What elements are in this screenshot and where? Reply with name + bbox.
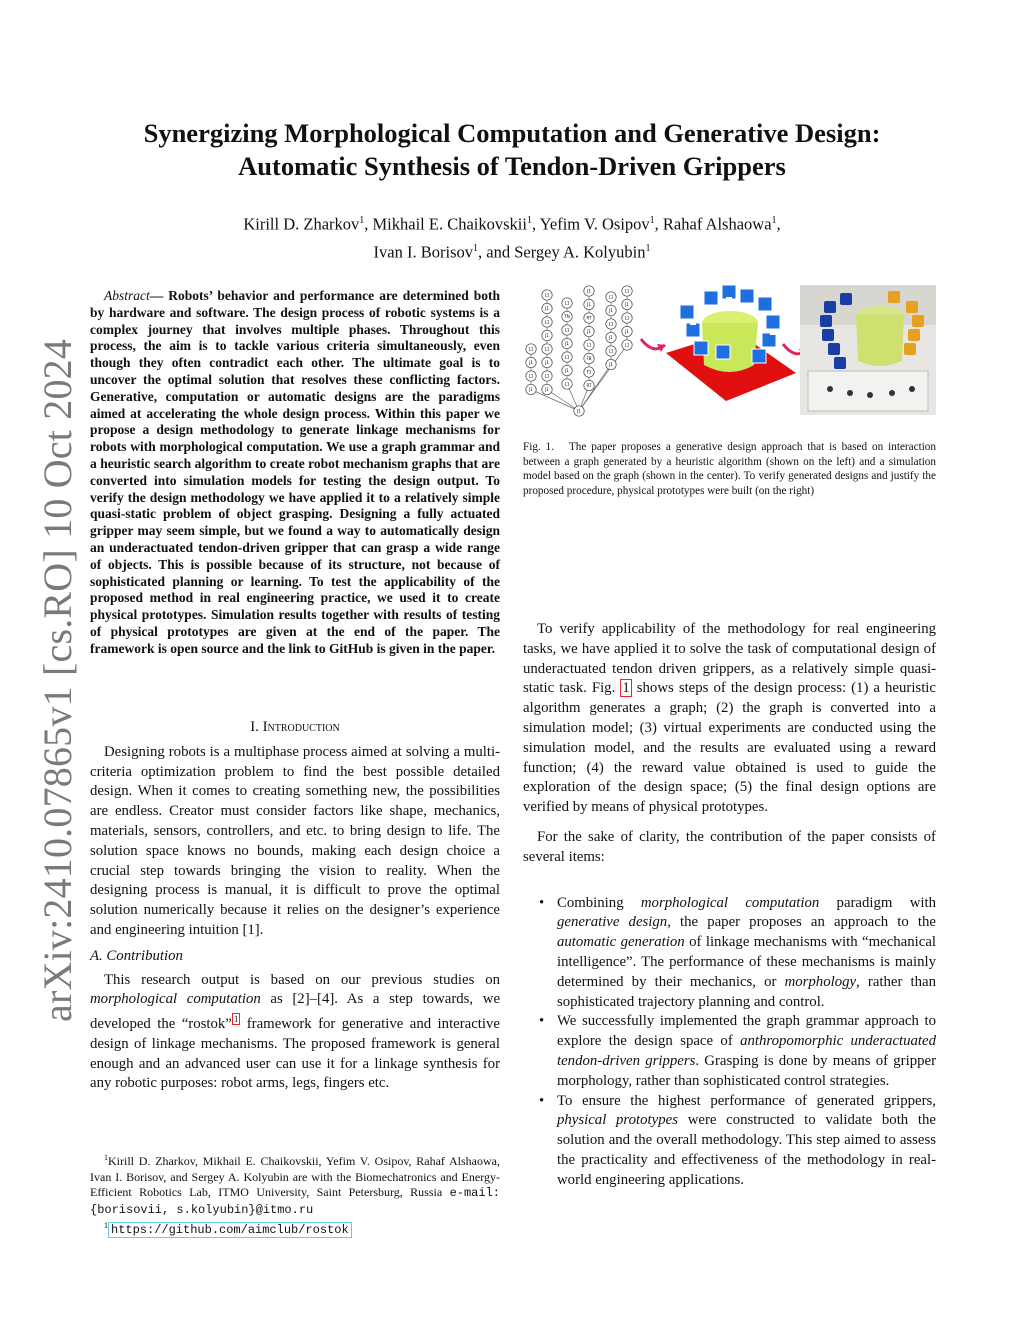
abstract-label: Abstract xyxy=(104,288,150,303)
left-column xyxy=(90,718,500,1094)
svg-text:F1: F1 xyxy=(586,369,592,375)
caption-text: The paper proposes a generative design approach that is based on interaction between a graph generated by a heuristic algorithm (shown on the left) and a simulation model based on the graph (shown in the center). To verify generated designs and justify the proposed procedure, physical prototypes were built (on the right) xyxy=(523,441,936,497)
svg-text:L1: L1 xyxy=(608,294,614,300)
graph-node xyxy=(562,365,572,375)
svg-text:L1: L1 xyxy=(624,288,630,294)
graph-node xyxy=(526,371,536,381)
graph-node xyxy=(562,379,572,389)
graph-node xyxy=(562,325,572,335)
graph-node xyxy=(542,384,552,394)
graph-node xyxy=(584,353,594,363)
authors-line-2: Ivan I. Borisov$^1$, and Sergey A. Kolyubin$^1$ xyxy=(373,242,651,261)
svg-text:J1: J1 xyxy=(587,288,591,294)
svg-text:J1: J1 xyxy=(529,387,533,393)
right-column xyxy=(523,620,936,1191)
svg-text:J1: J1 xyxy=(529,360,533,366)
subsection-heading-contribution: A. Contribution xyxy=(90,947,183,964)
svg-text:L1: L1 xyxy=(624,342,630,348)
affiliation-mark: 1 xyxy=(526,215,532,226)
graph-node xyxy=(526,357,536,367)
graph-node xyxy=(526,384,536,394)
graph-node xyxy=(622,313,632,323)
title-line-2: Automatic Synthesis of Tendon-Driven Grippers xyxy=(238,151,786,181)
author-name: Kirill D. Zharkov xyxy=(243,214,360,234)
svg-text:L1: L1 xyxy=(564,327,570,333)
title-line-1: Synergizing Morphological Computation and Generative Design: xyxy=(143,118,881,148)
svg-text:FB: FB xyxy=(586,356,592,362)
graph-node xyxy=(606,319,616,329)
contribution-paragraph: This research output is based on our previous studies on morphological computation as [2]–[4]. As a step towards, we developed the “rostok” $^1$ framework for generative and interactive design of linkage mechanisms. The proposed framework is general enough and an advanced user can use it for a linkage synthesis for any robotic purposes: robot arms, legs, fingers etc. xyxy=(90,971,501,1092)
graph-node xyxy=(622,326,632,336)
graph-node xyxy=(542,357,552,367)
graph-node xyxy=(606,332,616,342)
graph-node xyxy=(584,380,594,390)
svg-text:TN: TN xyxy=(564,314,570,320)
svg-text:J1: J1 xyxy=(565,368,569,374)
graph-node xyxy=(584,299,594,309)
svg-text:L1: L1 xyxy=(608,321,614,327)
graph-node xyxy=(622,286,632,296)
graph-node xyxy=(606,292,616,302)
svg-text:L1: L1 xyxy=(564,300,570,306)
svg-text:L1: L1 xyxy=(564,381,570,387)
contribution-item-1: • Combining morphological computation paradigm with generative design, the paper proposes an approach to the automatic generation of linkage mechanisms with “mechanical intelligence”. The performance of these mechanisms is mainly determined by their mechanics, or morphology, rather than sophisticated trajectory planning and control. xyxy=(557,894,936,1013)
svg-text:J1: J1 xyxy=(609,335,613,341)
affiliation-mark: 1 xyxy=(645,242,651,254)
arxiv-identifier: arXiv:2410.07865v1 [cs.RO] 10 Oct 2024 xyxy=(35,338,80,1022)
contributions-intro-paragraph: For the sake of clarity, the contribution of the paper consists of several items: xyxy=(523,828,936,865)
graph-node xyxy=(574,406,584,416)
svg-text:J1: J1 xyxy=(625,329,629,335)
svg-text:L1: L1 xyxy=(544,319,550,325)
graph-node xyxy=(542,330,552,340)
svg-text:J1: J1 xyxy=(587,329,591,335)
author-name: Rahaf Alshaowa xyxy=(662,214,772,234)
svg-text:J1: J1 xyxy=(609,308,613,314)
methodology-paragraph: To verify applicability of the methodology for real engineering tasks, we have applied it to solve the task of computational design of underactuated tendon driven grippers, as a relatively simple quasi-static task. Fig. 1 shows steps of the design process: (1) a heuristic algorithm generates a graph; (2) the graph is converted into a simulation model; (3) virtual experiments are conducted using the simulation model, and the results are evaluated using a reward function; (4) the reward value obtained is used to guide the exploration of the design space; (5) the final design options are verified by means of physical prototypes. xyxy=(523,621,936,816)
graph-node xyxy=(584,367,594,377)
footnote-ref-1[interactable]: 1 xyxy=(233,1014,239,1025)
physical-prototype-photo xyxy=(800,285,936,415)
svg-text:RT: RT xyxy=(586,315,592,321)
svg-text:J1: J1 xyxy=(545,360,549,366)
arrow-icon xyxy=(639,333,669,363)
svg-text:J1: J1 xyxy=(609,362,613,368)
section-heading-introduction: I. Introduction xyxy=(250,719,340,735)
paper-title xyxy=(60,117,964,183)
svg-text:RT: RT xyxy=(586,383,592,389)
svg-text:L1: L1 xyxy=(564,354,570,360)
affiliation-mark: 1 xyxy=(473,242,478,254)
github-link[interactable]: https://github.com/aimclub/rostok xyxy=(108,1222,352,1238)
authors-line-1: Kirill D. Zharkov$^1$, Mikhail E. Chaikovskii$^1$, Yefim V. Osipov$^1$, Rahaf Alshaowa$^1$, xyxy=(243,214,781,234)
svg-text:L1: L1 xyxy=(544,346,550,352)
svg-text:J1: J1 xyxy=(577,408,581,414)
intro-paragraph: Designing robots is a multiphase process aimed at solving a multi-criteria optimization problem to find the best possible detailed design. When it comes to creating something new, the possibilities are endless. Creator must consider factors like shape, mechanics, materials, sensors, controllers, and etc. to bring design to life. The solution space knows no bounds, making each design choice a crucial step towards bringing the vision to reality. When the designing process is manual, it is difficult to prove the optimal solution numerically because it relies on the designer’s experience and engineering intuition [1]. xyxy=(90,743,500,938)
svg-text:L1: L1 xyxy=(544,292,550,298)
graph-node xyxy=(584,340,594,350)
contributions-list xyxy=(523,894,936,1191)
author-name: Sergey A. Kolyubin xyxy=(514,242,646,261)
graph-node xyxy=(542,303,552,313)
graph-node xyxy=(562,338,572,348)
graph-node xyxy=(542,290,552,300)
graph-node xyxy=(622,340,632,350)
figure-ref-1[interactable]: 1 xyxy=(622,680,630,697)
figure-1-caption xyxy=(523,440,936,498)
email-address: e-mail: {borisovii, s.kolyubin}@itmo.ru xyxy=(90,1186,500,1217)
graph-node xyxy=(562,298,572,308)
graph-node xyxy=(584,326,594,336)
simulation-model xyxy=(666,283,796,423)
affiliation-mark: 1 xyxy=(359,215,365,226)
svg-text:J1: J1 xyxy=(565,341,569,347)
contribution-item-3: • To ensure the highest performance of generated grippers, physical prototypes were constructed to validate both the solution and the overall methodology. This step aimed to assess the practicality and effectiveness of the methodology in real-world engineering applications. xyxy=(557,1092,936,1191)
svg-text:L1: L1 xyxy=(586,342,592,348)
svg-text:L1: L1 xyxy=(528,346,534,352)
contribution-item-2: • We successfully implemented the graph grammar approach to explore the design space of anthropomorphic underactuated tendon-driven grippers. Grasping is done by means of gripper morphology, rather than sophisticated control strategies. xyxy=(557,1012,936,1091)
svg-text:L1: L1 xyxy=(624,315,630,321)
graph-node xyxy=(562,311,572,321)
graph-node xyxy=(606,346,616,356)
graph-node xyxy=(606,305,616,315)
affiliation-mark: 1 xyxy=(649,215,655,226)
abstract xyxy=(90,288,500,658)
author-name: Ivan I. Borisov xyxy=(373,242,473,261)
svg-text:L1: L1 xyxy=(608,348,614,354)
footnotes xyxy=(90,1150,500,1239)
link-footnote: $^1$ https://github.com/aimclub/rostok xyxy=(90,1218,500,1239)
abstract-dash: — xyxy=(149,288,169,303)
svg-text:J1: J1 xyxy=(545,306,549,312)
svg-text:L1: L1 xyxy=(544,373,550,379)
affiliation-footnote: $^1$Kirill D. Zharkov, Mikhail E. Chaikovskii, Yefim V. Osipov, Rahaf Alshaowa, Ivan I. Borisov, and Sergey A. Kolyubin are with the Biomechatronics and Energy-Efficient Robotics Lab, ITMO University, Saint Petersburg, Russia e-mail: {borisovii, s.kolyubin}@itmo.ru xyxy=(90,1153,500,1217)
svg-text:L1: L1 xyxy=(528,373,534,379)
graph-node xyxy=(542,317,552,327)
graph-node xyxy=(584,313,594,323)
abstract-text: Robots’ behavior and performance are determined both by hardware and software. The design process of robotic systems is a complex journey that involves multiple phases. Throughout this process, the aim is to tackle various criteria simultaneously, even though they often contradict each other. The ultimate goal is to uncover the optimal solution that resolves these conflicting factors. Generative, computation or automatic designs are the paradigms aimed at accelerating the whole design process. Within this paper we propose a design methodology to generate linkage mechanisms for robots with morphological computation. We use a graph grammar and a heuristic search algorithm to create robot mechanism graphs that are converted into simulation models for testing the design output. To verify the design methodology we have applied it to a relatively simple quasi-static problem of object grasping. Designing a fully actuated gripper may seem simple, but we found a way to automatically design an underactuated tendon-driven gripper that can grasp a wide range of objects. This is possible because of its structure, not because of sophisticated planning or learning. To test the applicability of the proposed method in real engineering practice, we used it to create physical prototypes. Simulation results together with results of testing of physical prototypes are given at the end of the paper. The framework is open source and the link to GitHub is given in the paper. xyxy=(90,288,501,656)
graph-node xyxy=(542,344,552,354)
grammar-graph xyxy=(523,283,643,423)
caption-label: Fig. 1. xyxy=(523,441,555,453)
graph-node xyxy=(562,352,572,362)
svg-text:J1: J1 xyxy=(545,387,549,393)
affiliation-mark: 1 xyxy=(771,215,777,226)
figure-1 xyxy=(523,283,936,428)
graph-node xyxy=(542,371,552,381)
svg-text:J1: J1 xyxy=(587,302,591,308)
graph-node xyxy=(606,359,616,369)
author-name: Yefim V. Osipov xyxy=(539,214,650,234)
svg-text:J1: J1 xyxy=(545,333,549,339)
author-name: Mikhail E. Chaikovskii xyxy=(372,214,527,234)
author-list xyxy=(100,209,924,264)
graph-node xyxy=(622,299,632,309)
svg-text:J1: J1 xyxy=(625,302,629,308)
graph-node xyxy=(526,344,536,354)
graph-node xyxy=(584,286,594,296)
